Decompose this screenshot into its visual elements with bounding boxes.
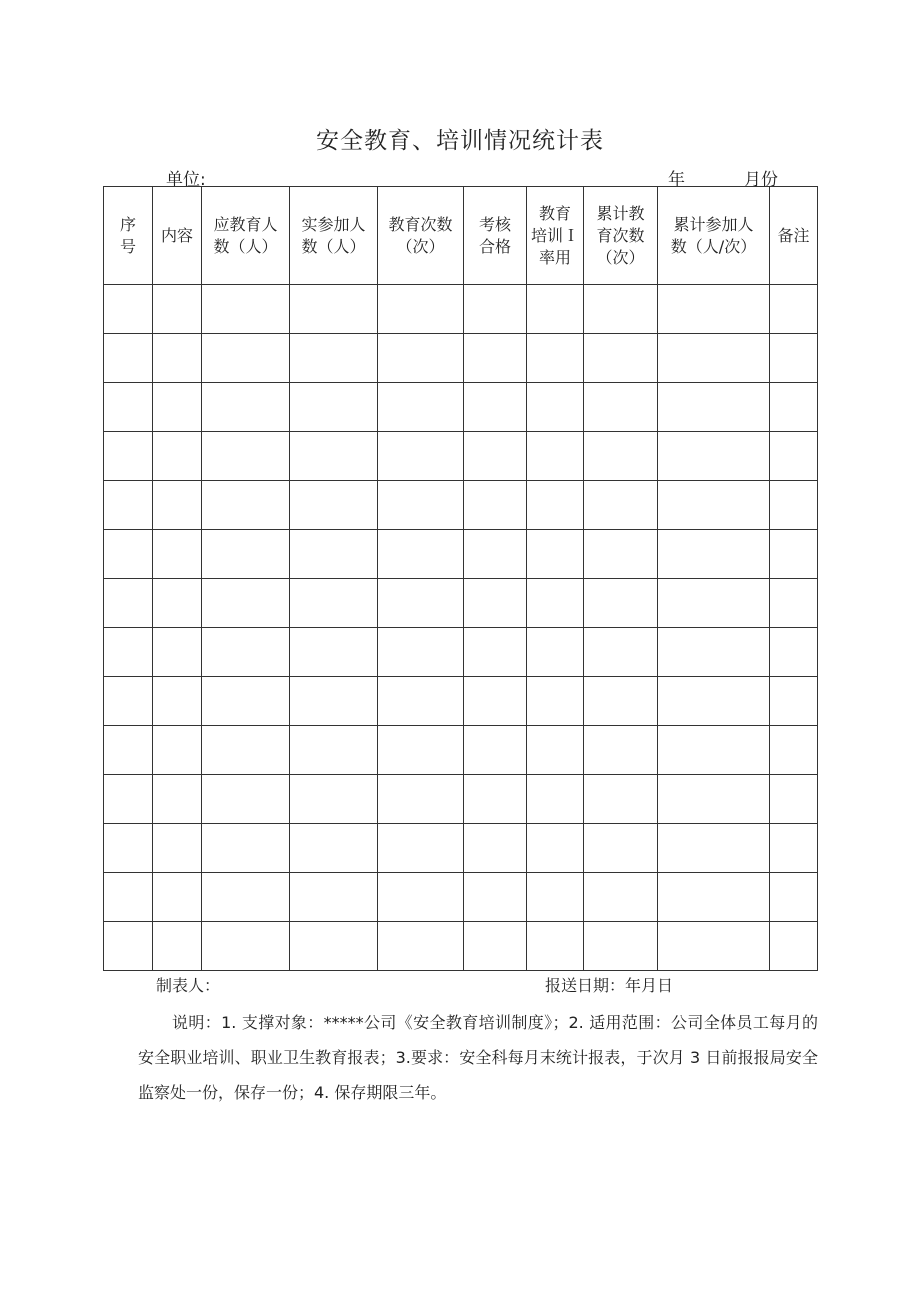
table-cell	[378, 677, 464, 726]
table-cell	[584, 922, 658, 971]
table-cell	[770, 334, 818, 383]
header-seq	[104, 187, 153, 285]
table-cell	[527, 726, 584, 775]
table-cell	[290, 628, 378, 677]
table-cell	[584, 432, 658, 481]
table-cell	[153, 481, 202, 530]
table-cell	[290, 334, 378, 383]
table-cell	[104, 285, 153, 334]
table-cell	[584, 726, 658, 775]
table-cell	[202, 922, 290, 971]
table-row	[104, 873, 818, 922]
table-row	[104, 824, 818, 873]
table-row	[104, 383, 818, 432]
header-cumulative-sessions	[584, 187, 658, 285]
table-cell	[584, 824, 658, 873]
statistics-table	[103, 186, 818, 971]
header-session-count-label: 教育次数 （次）	[388, 214, 453, 256]
table-cell	[658, 824, 770, 873]
table-cell	[658, 432, 770, 481]
table-cell	[378, 628, 464, 677]
table-cell	[464, 922, 527, 971]
table-row	[104, 628, 818, 677]
table-row	[104, 677, 818, 726]
table-row	[104, 334, 818, 383]
maker-label: 制表人：	[156, 976, 221, 995]
table-cell	[658, 726, 770, 775]
table-cell	[770, 775, 818, 824]
table-cell	[202, 775, 290, 824]
table-cell	[290, 530, 378, 579]
table-row	[104, 775, 818, 824]
table-row	[104, 432, 818, 481]
table-cell	[658, 922, 770, 971]
table-cell	[527, 334, 584, 383]
table-cell	[770, 677, 818, 726]
table-cell	[378, 824, 464, 873]
table-cell	[104, 334, 153, 383]
table-cell	[658, 530, 770, 579]
table-header-row	[104, 187, 818, 285]
header-cumulative-attendees-label: 累计参加人 数（人/次）	[670, 214, 757, 256]
header-cumulative-attendees	[658, 187, 770, 285]
table-cell	[290, 579, 378, 628]
table-cell	[464, 285, 527, 334]
table-cell	[202, 285, 290, 334]
table-cell	[527, 432, 584, 481]
table-cell	[464, 677, 527, 726]
table-cell	[290, 824, 378, 873]
table-row	[104, 579, 818, 628]
table-cell	[464, 726, 527, 775]
table-row	[104, 530, 818, 579]
table-cell	[584, 775, 658, 824]
header-planned-count	[202, 187, 290, 285]
table-cell	[527, 677, 584, 726]
header-remarks	[770, 187, 818, 285]
table-row	[104, 726, 818, 775]
header-seq-label: 序 号	[119, 214, 136, 256]
table-cell	[770, 824, 818, 873]
table-cell	[202, 432, 290, 481]
table-cell	[464, 432, 527, 481]
table-cell	[527, 775, 584, 824]
table-cell	[770, 530, 818, 579]
table-cell	[464, 334, 527, 383]
table-cell	[464, 383, 527, 432]
year-label: 年	[668, 170, 685, 190]
table-cell	[153, 628, 202, 677]
table-cell	[104, 383, 153, 432]
table-cell	[104, 873, 153, 922]
table-cell	[202, 824, 290, 873]
table-cell	[153, 383, 202, 432]
table-cell	[658, 334, 770, 383]
table-cell	[290, 726, 378, 775]
table-cell	[153, 824, 202, 873]
table-cell	[658, 775, 770, 824]
table-cell	[584, 334, 658, 383]
table-cell	[104, 775, 153, 824]
table-cell	[770, 922, 818, 971]
header-cumulative-sessions-label: 累计教 育次数 （次）	[596, 203, 645, 267]
report-date-label: 报送日期：年月日	[545, 976, 674, 995]
table-cell	[584, 530, 658, 579]
table-cell	[153, 775, 202, 824]
table-cell	[378, 530, 464, 579]
table-cell	[104, 530, 153, 579]
table-cell	[104, 726, 153, 775]
table-cell	[378, 285, 464, 334]
table-cell	[202, 628, 290, 677]
table-cell	[464, 873, 527, 922]
table-cell	[202, 579, 290, 628]
table-cell	[658, 873, 770, 922]
table-row	[104, 922, 818, 971]
table-cell	[202, 481, 290, 530]
table-cell	[290, 775, 378, 824]
table-cell	[527, 824, 584, 873]
header-exam-pass	[464, 187, 527, 285]
table-cell	[658, 579, 770, 628]
page-title: 安全教育、培训情况统计表	[316, 128, 604, 154]
table-cell	[290, 481, 378, 530]
table-cell	[527, 579, 584, 628]
header-training-rate-label: 教育 培训Ｉ 率用	[530, 203, 579, 267]
table-cell	[104, 922, 153, 971]
table-cell	[153, 922, 202, 971]
header-training-rate	[527, 187, 584, 285]
table-cell	[104, 579, 153, 628]
table-cell	[770, 579, 818, 628]
table-cell	[378, 922, 464, 971]
table-cell	[464, 579, 527, 628]
table-cell	[104, 481, 153, 530]
table-cell	[290, 432, 378, 481]
table-cell	[770, 628, 818, 677]
table-row	[104, 285, 818, 334]
header-session-count	[378, 187, 464, 285]
header-actual-count-label: 实参加人 数（人）	[301, 214, 366, 256]
notes-paragraph: 说明：1. 支撑对象：*****公司《安全教育培训制度》；2. 适用范围：公司全体员工每月的安全职业培训、职业卫生教育报表；3.要求：安全科每月末统计报表，于次月 3 日前报报局安全监察处一份，保存一份；4. 保存期限三年。	[138, 1013, 818, 1102]
table-cell	[378, 383, 464, 432]
table-cell	[584, 873, 658, 922]
table-cell	[770, 873, 818, 922]
table-cell	[527, 285, 584, 334]
table-cell	[202, 334, 290, 383]
header-content	[153, 187, 202, 285]
table-cell	[202, 383, 290, 432]
table-cell	[153, 432, 202, 481]
table-cell	[290, 677, 378, 726]
table-cell	[104, 824, 153, 873]
table-cell	[290, 873, 378, 922]
table-cell	[527, 628, 584, 677]
table-cell	[153, 334, 202, 383]
table-cell	[290, 922, 378, 971]
header-content-label: 内容	[160, 225, 193, 245]
table-cell	[378, 775, 464, 824]
table-cell	[527, 481, 584, 530]
table-cell	[378, 334, 464, 383]
table-cell	[584, 285, 658, 334]
table-cell	[770, 481, 818, 530]
unit-label: 单位:	[166, 170, 206, 190]
header-actual-count	[290, 187, 378, 285]
table-cell	[290, 285, 378, 334]
table-cell	[527, 530, 584, 579]
table-cell	[658, 677, 770, 726]
table-cell	[153, 530, 202, 579]
table-cell	[584, 383, 658, 432]
table-cell	[527, 383, 584, 432]
table-cell	[290, 383, 378, 432]
table-cell	[464, 530, 527, 579]
table-cell	[378, 481, 464, 530]
table-cell	[464, 481, 527, 530]
table-cell	[527, 873, 584, 922]
table-cell	[104, 628, 153, 677]
table-cell	[464, 628, 527, 677]
table-cell	[153, 873, 202, 922]
table-cell	[770, 726, 818, 775]
table-cell	[202, 873, 290, 922]
table-cell	[658, 628, 770, 677]
table-cell	[658, 383, 770, 432]
table-cell	[153, 677, 202, 726]
table-cell	[378, 432, 464, 481]
header-exam-pass-label: 考核 合格	[478, 214, 511, 256]
table-cell	[584, 481, 658, 530]
table-cell	[770, 432, 818, 481]
header-remarks-label: 备注	[777, 225, 810, 245]
table-cell	[202, 677, 290, 726]
table-cell	[202, 726, 290, 775]
table-cell	[153, 579, 202, 628]
header-planned-count-label: 应教育人 数（人）	[213, 214, 278, 256]
table-cell	[658, 481, 770, 530]
table-cell	[153, 285, 202, 334]
table-cell	[770, 285, 818, 334]
table-cell	[153, 726, 202, 775]
table-cell	[378, 579, 464, 628]
table-cell	[464, 775, 527, 824]
table-cell	[527, 922, 584, 971]
table-cell	[658, 285, 770, 334]
table-cell	[378, 873, 464, 922]
table-cell	[202, 530, 290, 579]
table-row	[104, 481, 818, 530]
table-cell	[584, 579, 658, 628]
table-cell	[584, 628, 658, 677]
month-label: 月份	[744, 170, 778, 190]
table-cell	[378, 726, 464, 775]
table-cell	[770, 383, 818, 432]
table-cell	[104, 432, 153, 481]
table-cell	[464, 824, 527, 873]
table-cell	[104, 677, 153, 726]
table-cell	[584, 677, 658, 726]
